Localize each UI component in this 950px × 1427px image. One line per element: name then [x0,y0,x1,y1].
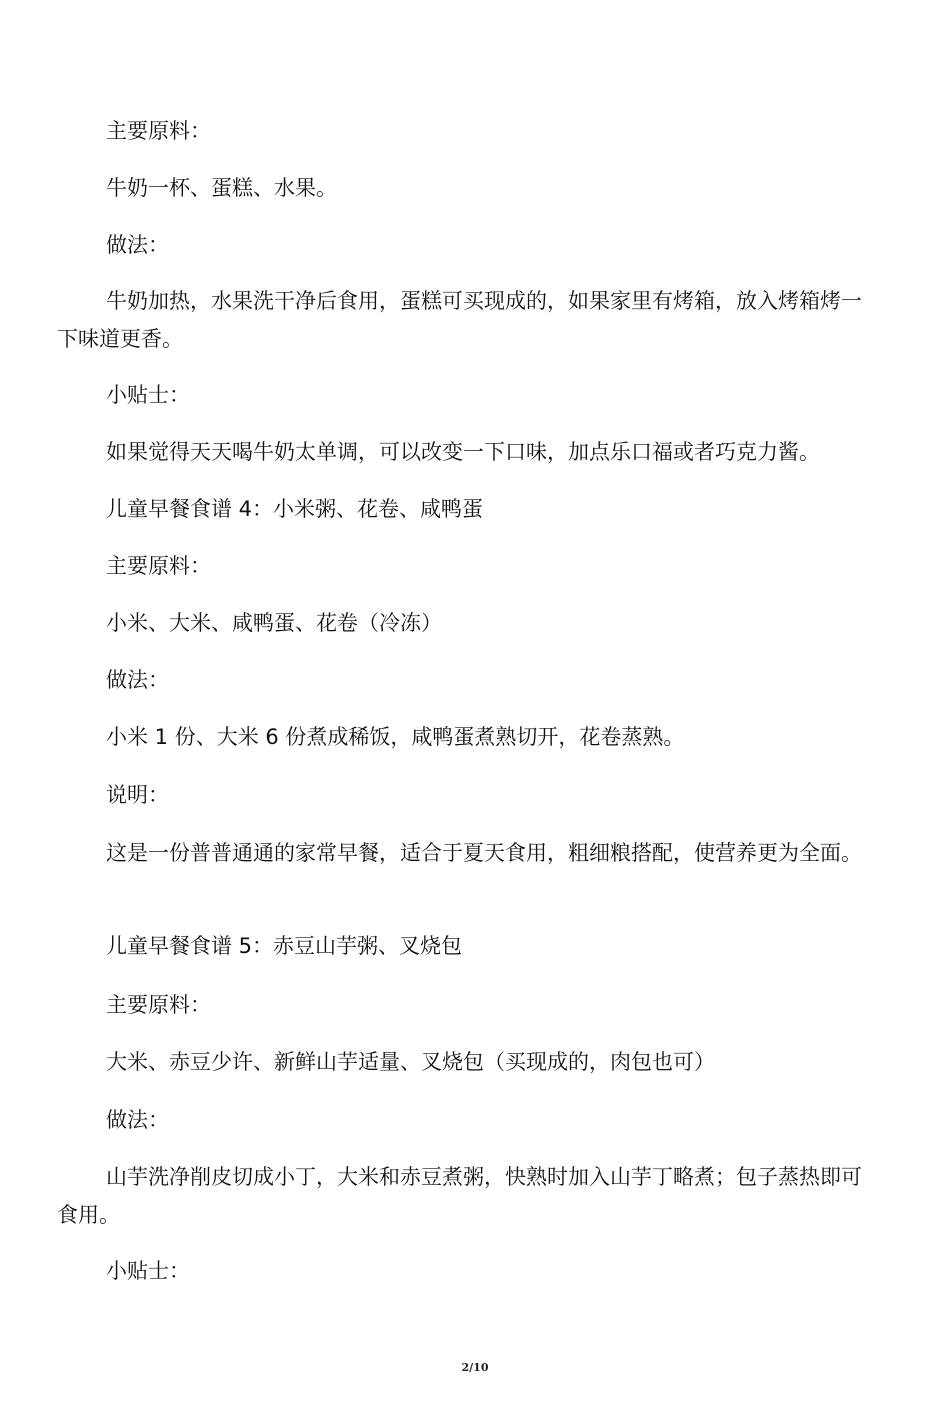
paragraph-method-label: 做法： [106,1108,169,1132]
paragraph-method-label: 做法： [106,233,169,257]
paragraph-tips-label: 小贴士： [106,1259,190,1283]
paragraph-ingredients-millet: 小米、大米、咸鸭蛋、花卷（冷冻） [106,611,442,635]
paragraph-main-ingredients-label: 主要原料： [106,554,211,578]
paragraph-explanation-home-breakfast: 这是一份普普通通的家常早餐，适合于夏天食用，粗细粮搭配，使营养更为全面。 [106,841,862,865]
paragraph-method-milk-cake: 牛奶加热，水果洗干净后食用，蛋糕可买现成的，如果家里有烤箱，放入烤箱烤一下味道更香。 [57,289,862,351]
paragraph-main-ingredients-label: 主要原料： [106,119,211,143]
paragraph-ingredients-red-bean-yam: 大米、赤豆少许、新鲜山芋适量、叉烧包（买现成的，肉包也可） [106,1050,715,1074]
page-number: 2/10 [461,1361,489,1374]
paragraph-method-millet-porridge: 小米 1 份、大米 6 份煮成稀饭，咸鸭蛋煮熟切开，花卷蒸熟。 [106,725,685,749]
paragraph-method-label: 做法： [106,668,169,692]
heading-recipe-5: 儿童早餐食谱 5：赤豆山芋粥、叉烧包 [106,934,463,958]
paragraph-ingredients-milk-cake-fruit: 牛奶一杯、蛋糕、水果。 [106,176,337,200]
paragraph-tips-milk-flavor: 如果觉得天天喝牛奶太单调，可以改变一下口味，加点乐口福或者巧克力酱。 [106,440,820,464]
paragraph-explanation-label: 说明： [106,783,169,807]
paragraph-main-ingredients-label: 主要原料： [106,993,211,1017]
paragraph-method-yam-porridge: 山芋洗净削皮切成小丁，大米和赤豆煮粥，快熟时加入山芋丁略煮；包子蒸热即可食用。 [57,1165,862,1227]
paragraph-tips-label: 小贴士： [106,383,190,407]
heading-recipe-4: 儿童早餐食谱 4：小米粥、花卷、咸鸭蛋 [106,497,484,521]
